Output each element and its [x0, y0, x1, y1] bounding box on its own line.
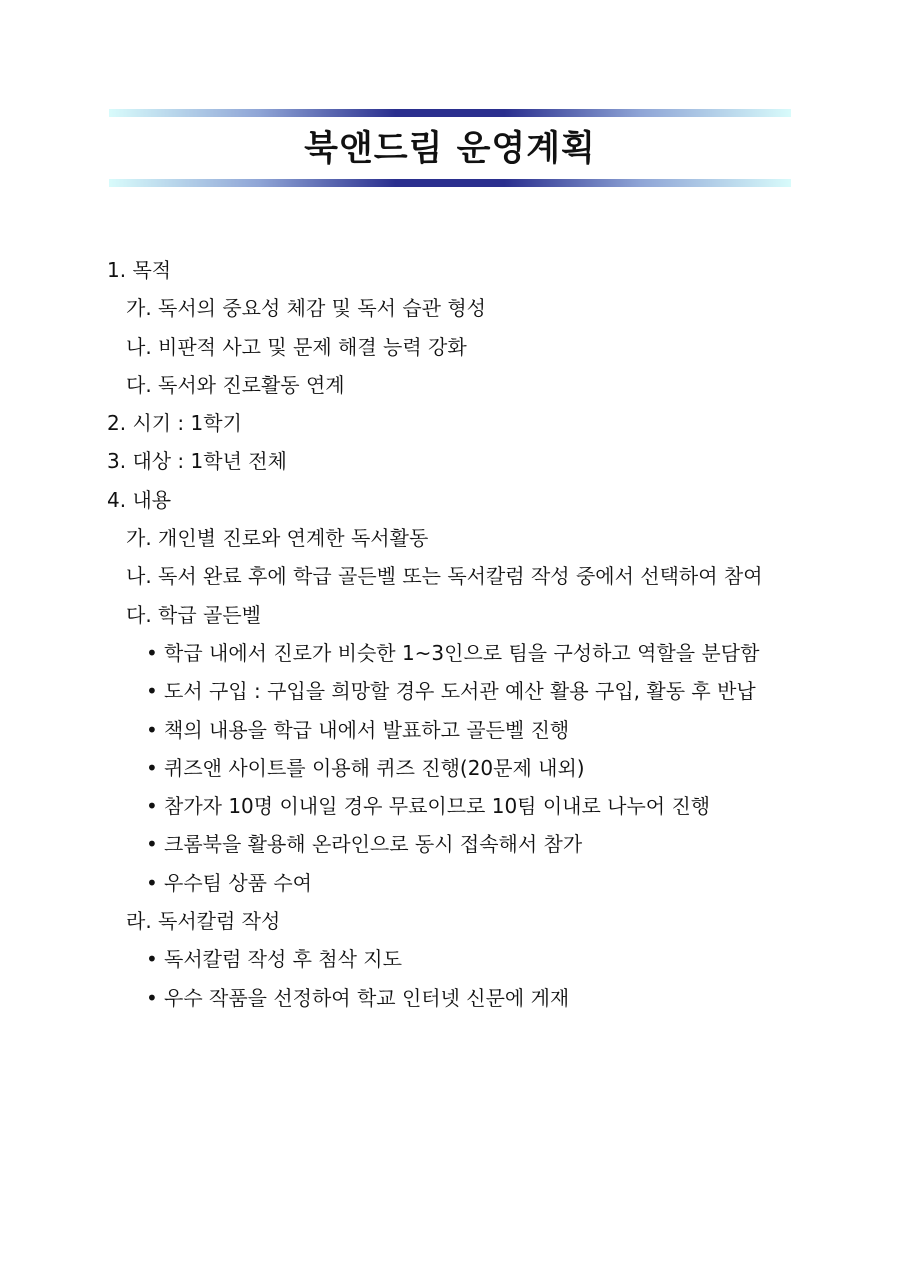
goldenbell-bullet-text: 퀴즈앤 사이트를 이용해 퀴즈 진행(20문제 내외) — [164, 755, 585, 780]
section-heading-purpose: 1. 목적 — [107, 258, 172, 282]
content-item: 나. 독서 완료 후에 학급 골든벨 또는 독서칼럼 작성 중에서 선택하여 참여 — [126, 564, 763, 589]
bullet-icon: • — [146, 755, 158, 780]
goldenbell-bullet-item — [0, 634, 900, 672]
document-title: 북앤드림 운영계획 — [304, 129, 596, 169]
bullet-icon: • — [146, 985, 158, 1010]
section-heading-period: 2. 시기 : 1학기 — [107, 411, 242, 436]
purpose-item: 다. 독서와 진로활동 연계 — [126, 372, 345, 397]
section-heading-content: 4. 내용 — [107, 487, 172, 512]
goldenbell-bullet-item — [0, 749, 900, 787]
goldenbell-bullet-item — [0, 711, 900, 749]
goldenbell-bullet-item — [0, 787, 900, 825]
title-rule-bottom — [109, 179, 791, 187]
goldenbell-bullet-item — [0, 672, 900, 710]
section-heading-target: 3. 대상 : 1학년 전체 — [107, 449, 287, 474]
goldenbell-bullet-text: 우수팀 상품 수여 — [164, 870, 312, 895]
plan-outline — [0, 251, 900, 1017]
purpose-item: 나. 비판적 사고 및 문제 해결 능력 강화 — [126, 334, 467, 359]
bullet-icon: • — [146, 640, 158, 665]
goldenbell-bullet-text: 책의 내용을 학급 내에서 발표하고 골든벨 진행 — [164, 717, 570, 742]
goldenbell-bullet-text: 참가자 10명 이내일 경우 무료이므로 10팀 이내로 나누어 진행 — [164, 794, 711, 819]
subsection-heading-column: 라. 독서칼럼 작성 — [126, 909, 281, 934]
bullet-icon: • — [146, 794, 158, 819]
bullet-icon: • — [146, 832, 158, 857]
bullet-icon: • — [146, 679, 158, 704]
subsection-heading-goldenbell: 다. 학급 골든벨 — [126, 602, 261, 627]
goldenbell-bullet-item — [0, 864, 900, 902]
purpose-item: 가. 독서의 중요성 체감 및 독서 습관 형성 — [126, 296, 486, 321]
goldenbell-bullet-item — [0, 825, 900, 863]
bullet-icon: • — [146, 717, 158, 742]
goldenbell-bullet-text: 학급 내에서 진로가 비슷한 1~3인으로 팀을 구성하고 역할을 분담함 — [164, 640, 760, 665]
title-rule-top — [109, 109, 791, 117]
column-bullet-item — [0, 979, 900, 1017]
goldenbell-bullet-text: 크롬북을 활용해 온라인으로 동시 접속해서 참가 — [164, 832, 583, 857]
bullet-icon: • — [146, 870, 158, 895]
column-bullet-text: 독서칼럼 작성 후 첨삭 지도 — [164, 947, 402, 972]
column-bullet-text: 우수 작품을 선정하여 학교 인터넷 신문에 게재 — [164, 985, 570, 1010]
bullet-icon: • — [146, 947, 158, 972]
content-item: 가. 개인별 진로와 연계한 독서활동 — [126, 526, 429, 551]
goldenbell-bullet-text: 도서 구입 : 구입을 희망할 경우 도서관 예산 활용 구입, 활동 후 반납 — [164, 679, 756, 704]
column-bullet-item — [0, 940, 900, 978]
